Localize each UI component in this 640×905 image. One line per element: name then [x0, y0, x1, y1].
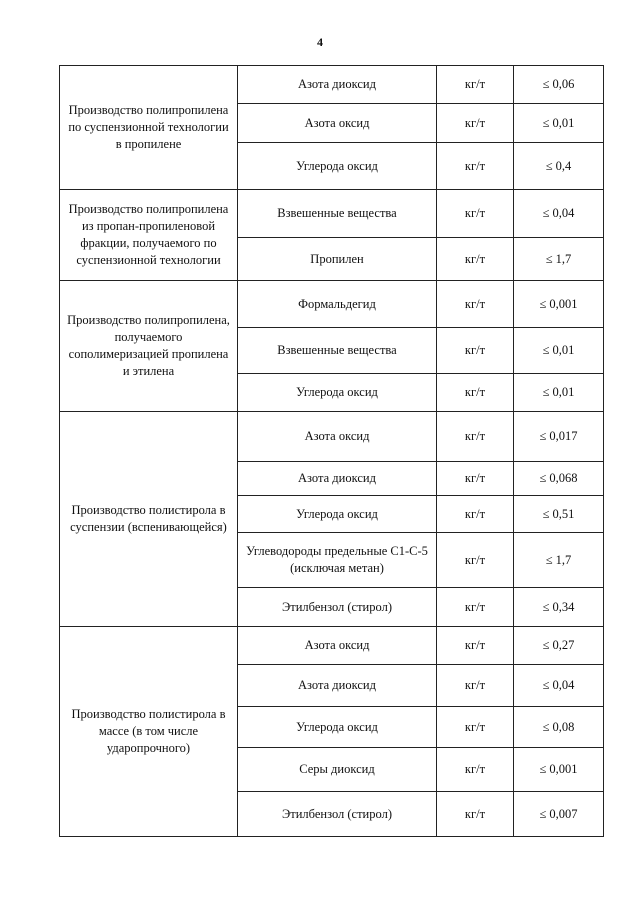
unit-cell: кг/т — [437, 374, 514, 412]
production-cell: Производство полистирола в суспензии (вспенивающейся) — [60, 412, 238, 627]
table-row — [60, 281, 604, 328]
unit-cell: кг/т — [437, 748, 514, 792]
value-cell: ≤ 0,34 — [514, 588, 604, 627]
unit-cell: кг/т — [437, 143, 514, 190]
substance-cell: Взвешенные вещества — [238, 190, 437, 238]
substance-cell: Взвешенные вещества — [238, 328, 437, 374]
table-row — [60, 627, 604, 665]
value-cell: ≤ 0,04 — [514, 190, 604, 238]
value-cell: ≤ 0,007 — [514, 792, 604, 837]
unit-cell: кг/т — [437, 462, 514, 496]
substance-cell: Углерода оксид — [238, 496, 437, 533]
value-cell: ≤ 0,27 — [514, 627, 604, 665]
value-cell: ≤ 0,068 — [514, 462, 604, 496]
unit-cell: кг/т — [437, 627, 514, 665]
unit-cell: кг/т — [437, 281, 514, 328]
unit-cell: кг/т — [437, 328, 514, 374]
value-cell: ≤ 0,01 — [514, 374, 604, 412]
substance-cell: Азота оксид — [238, 412, 437, 462]
value-cell: ≤ 0,017 — [514, 412, 604, 462]
table-row — [60, 190, 604, 238]
production-cell: Производство полипропилена по суспензионной технологии в пропилене — [60, 66, 238, 190]
value-cell: ≤ 0,06 — [514, 66, 604, 104]
page-number: 4 — [317, 35, 323, 49]
substance-cell: Этилбензол (стирол) — [238, 792, 437, 837]
unit-cell: кг/т — [437, 66, 514, 104]
unit-cell: кг/т — [437, 588, 514, 627]
unit-cell: кг/т — [437, 190, 514, 238]
value-cell: ≤ 0,001 — [514, 748, 604, 792]
substance-cell: Азота оксид — [238, 627, 437, 665]
substance-cell: Углерода оксид — [238, 707, 437, 748]
production-cell: Производство полипропилена из пропан-пропиленовой фракции, получаемого по суспензионной технологии — [60, 190, 238, 281]
unit-cell: кг/т — [437, 104, 514, 143]
substance-cell: Азота диоксид — [238, 665, 437, 707]
unit-cell: кг/т — [437, 412, 514, 462]
substance-cell: Пропилен — [238, 238, 437, 281]
substance-cell: Углерода оксид — [238, 143, 437, 190]
production-cell: Производство полистирола в массе (в том числе ударопрочного) — [60, 627, 238, 837]
value-cell: ≤ 0,04 — [514, 665, 604, 707]
substance-cell: Азота диоксид — [238, 66, 437, 104]
emissions-table-body — [60, 66, 604, 837]
value-cell: ≤ 0,001 — [514, 281, 604, 328]
unit-cell: кг/т — [437, 238, 514, 281]
substance-cell: Серы диоксид — [238, 748, 437, 792]
value-cell: ≤ 0,51 — [514, 496, 604, 533]
unit-cell: кг/т — [437, 707, 514, 748]
substance-cell: Этилбензол (стирол) — [238, 588, 437, 627]
substance-cell: Углеводороды предельные С1-С-5 (исключая метан) — [238, 533, 437, 588]
value-cell: ≤ 0,4 — [514, 143, 604, 190]
unit-cell: кг/т — [437, 792, 514, 837]
unit-cell: кг/т — [437, 665, 514, 707]
substance-cell: Формальдегид — [238, 281, 437, 328]
value-cell: ≤ 1,7 — [514, 533, 604, 588]
unit-cell: кг/т — [437, 533, 514, 588]
value-cell: ≤ 0,01 — [514, 104, 604, 143]
table-row — [60, 412, 604, 462]
substance-cell: Азота диоксид — [238, 462, 437, 496]
substance-cell: Углерода оксид — [238, 374, 437, 412]
value-cell: ≤ 0,08 — [514, 707, 604, 748]
substance-cell: Азота оксид — [238, 104, 437, 143]
emissions-table — [59, 65, 604, 837]
value-cell: ≤ 1,7 — [514, 238, 604, 281]
value-cell: ≤ 0,01 — [514, 328, 604, 374]
table-row — [60, 66, 604, 104]
unit-cell: кг/т — [437, 496, 514, 533]
production-cell: Производство полипропилена, получаемого сополимеризацией пропилена и этилена — [60, 281, 238, 412]
